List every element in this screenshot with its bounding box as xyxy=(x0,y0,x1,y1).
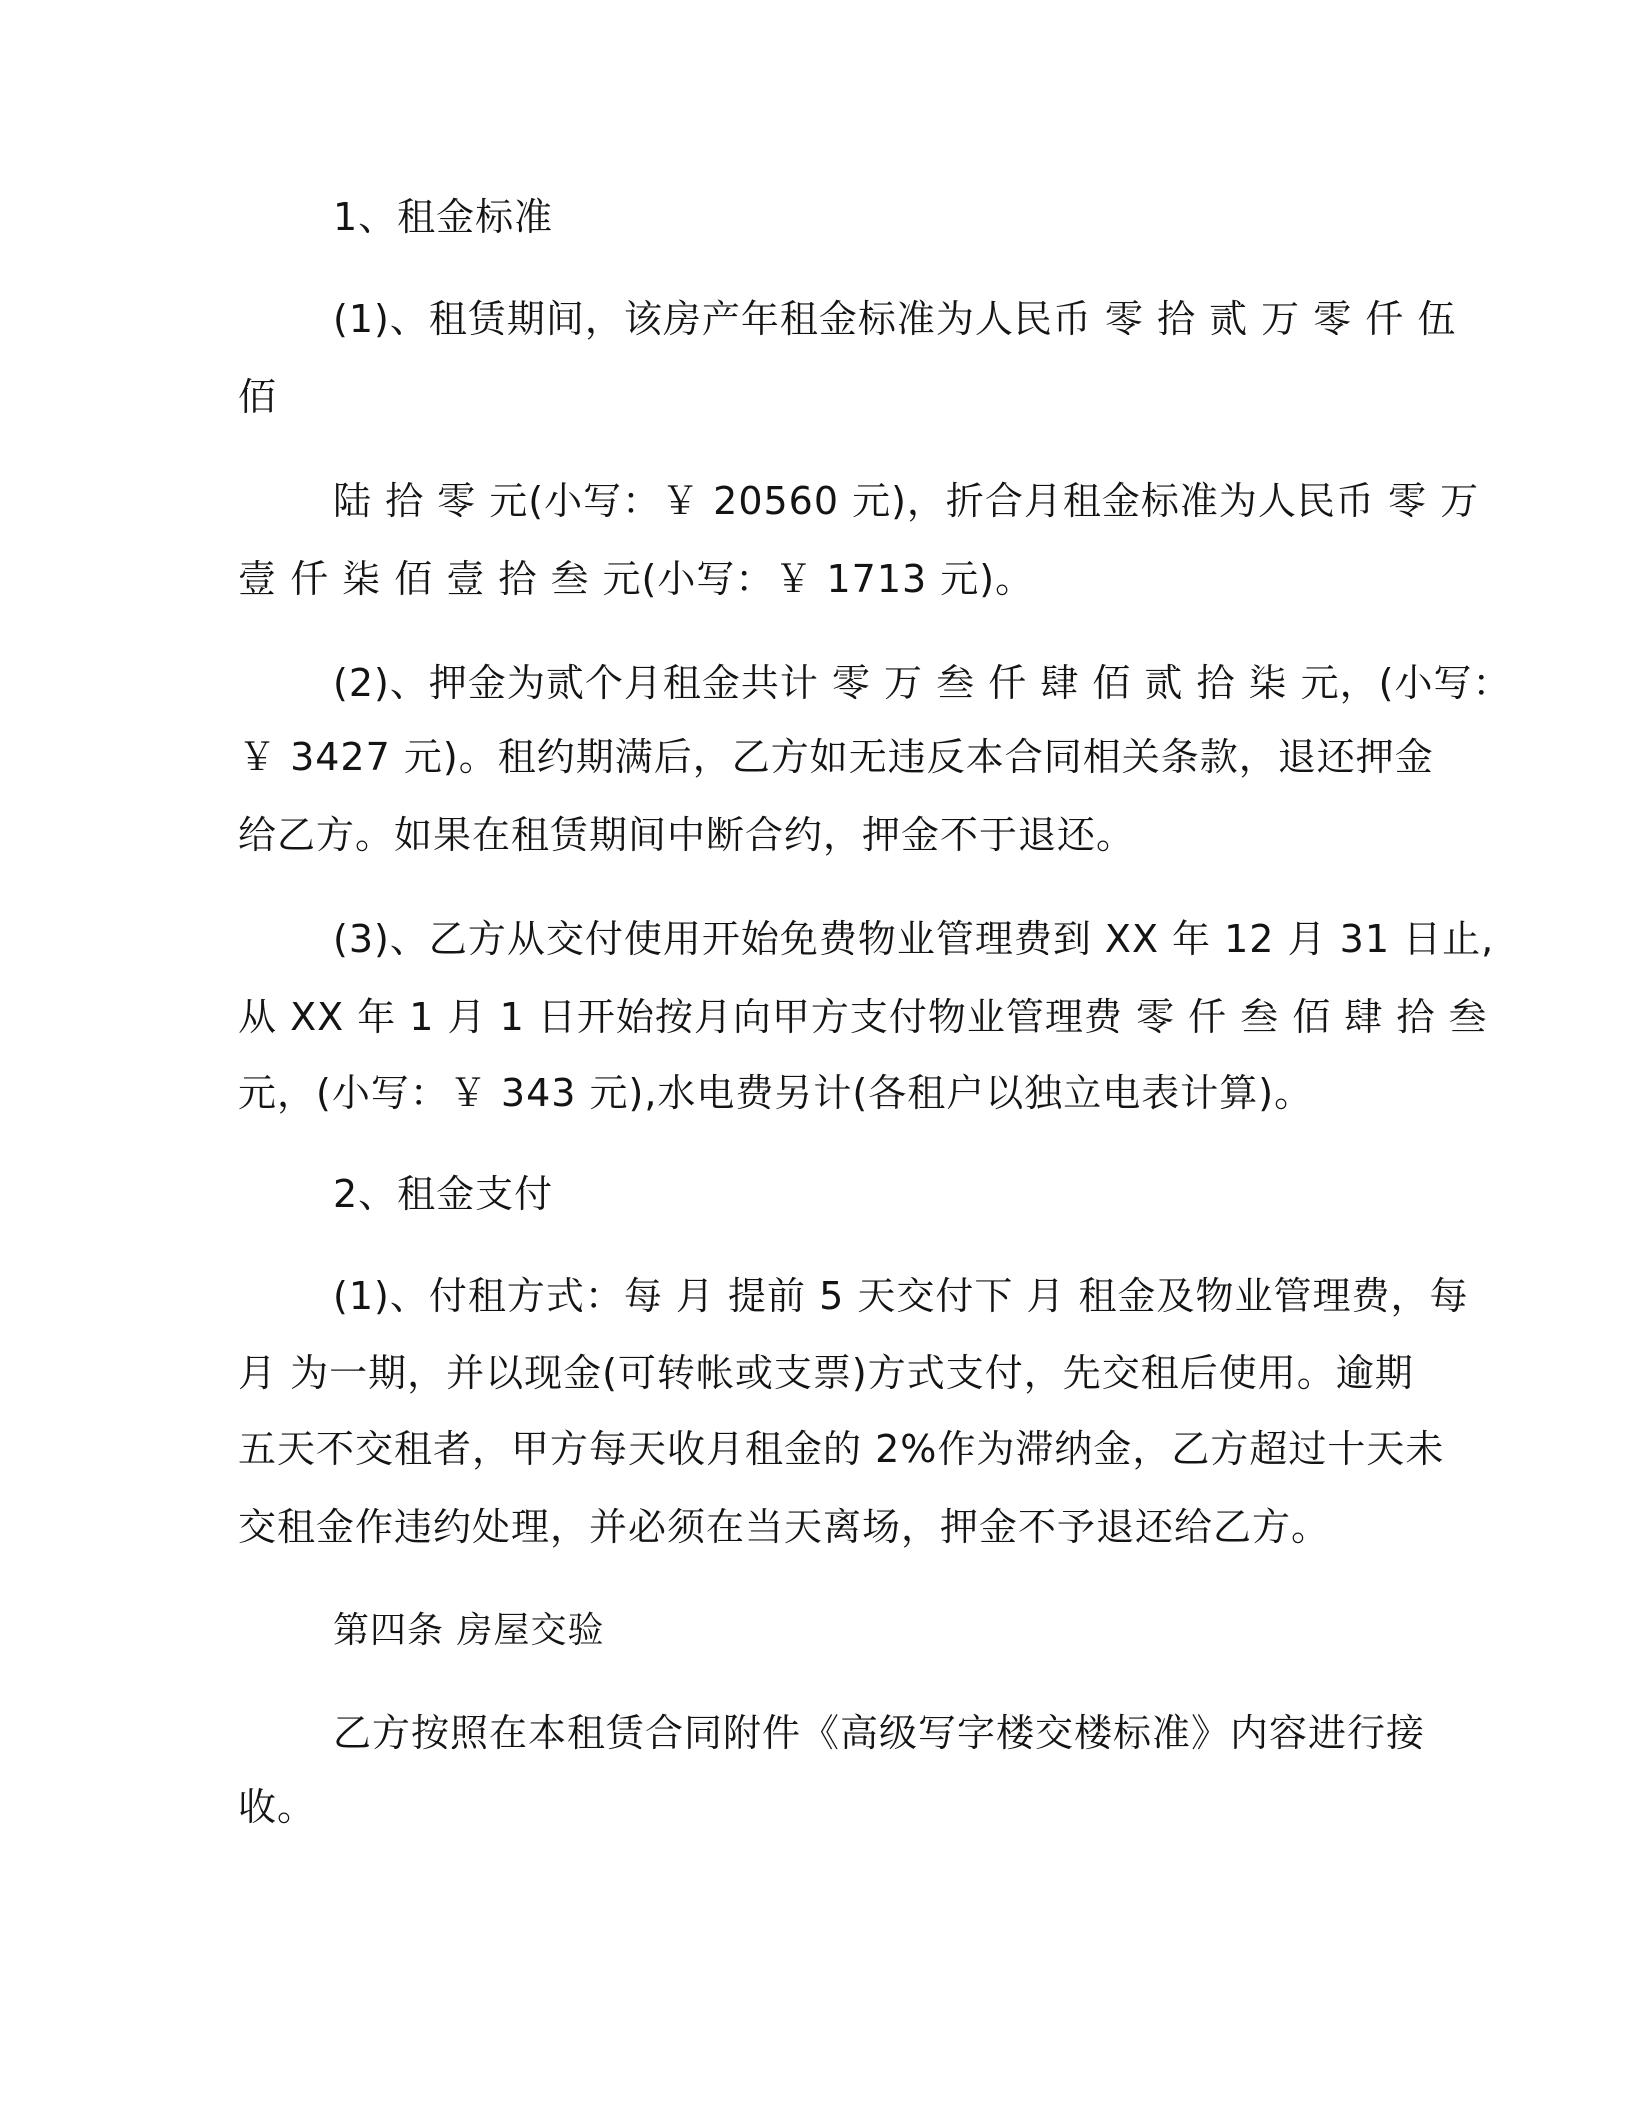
section-heading-rent-standard: 1、租金标准 xyxy=(333,195,554,239)
paragraph-line: 元，(小写：￥ 343 元),水电费另计(各租户以独立电表计算)。 xyxy=(238,1071,1314,1115)
paragraph-line: (2)、押金为贰个月租金共计 零 万 叁 仟 肆 佰 贰 拾 柒 元，(小写： xyxy=(333,661,1512,705)
paragraph-line: 月 为一期，并以现金(可转帐或支票)方式支付，先交租后使用。逾期 xyxy=(238,1351,1414,1395)
section-heading-rent-payment: 2、租金支付 xyxy=(333,1172,554,1216)
paragraph-line: 给乙方。如果在租赁期间中断合约，押金不于退还。 xyxy=(238,813,1136,857)
article-heading-house-inspection: 第四条 房屋交验 xyxy=(333,1610,605,1651)
paragraph-line: 陆 拾 零 元(小写：￥ 20560 元)，折合月租金标准为人民币 零 万 xyxy=(333,479,1480,523)
paragraph-line: 五天不交租者，甲方每天收月租金的 2%作为滞纳金，乙方超过十天未 xyxy=(238,1427,1445,1471)
paragraph-line: ￥ 3427 元)。租约期满后，乙方如无违反本合同相关条款，退还押金 xyxy=(238,735,1434,779)
paragraph-line: 收。 xyxy=(238,1785,317,1829)
paragraph-line: 佰 xyxy=(238,375,278,419)
paragraph-line: (3)、乙方从交付使用开始免费物业管理费到 XX 年 12 月 31 日止, xyxy=(333,917,1495,961)
paragraph-line: 壹 仟 柒 佰 壹 拾 叁 元(小写：￥ 1713 元)。 xyxy=(238,557,1035,601)
paragraph-line: 从 XX 年 1 月 1 日开始按月向甲方支付物业管理费 零 仟 叁 佰 肆 拾 叁 xyxy=(238,995,1488,1039)
paragraph-line: 乙方按照在本租赁合同附件《高级写字楼交楼标准》内容进行接 xyxy=(333,1711,1426,1755)
paragraph-line: 交租金作违约处理，并必须在当天离场，押金不予退还给乙方。 xyxy=(238,1505,1331,1549)
paragraph-line: (1)、租赁期间，该房产年租金标准为人民币 零 拾 贰 万 零 仟 伍 xyxy=(333,297,1457,341)
paragraph-line: (1)、付租方式：每 月 提前 5 天交付下 月 租金及物业管理费，每 xyxy=(333,1274,1469,1318)
